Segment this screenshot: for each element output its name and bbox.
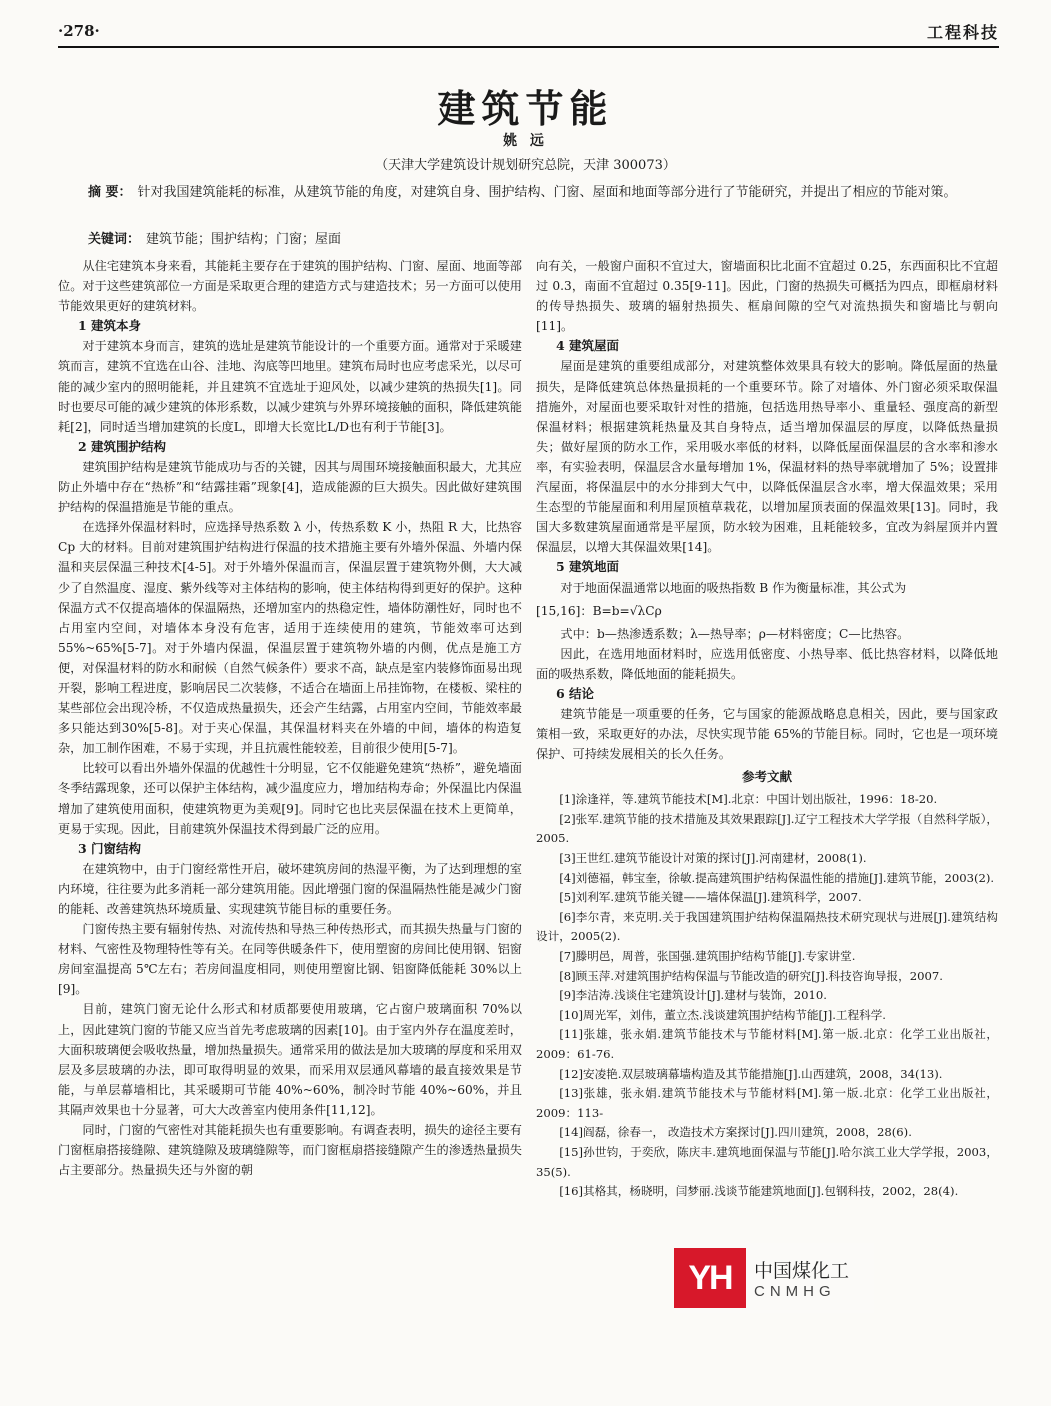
reference-item: [4]刘德福，韩宝奎，徐敏.提高建筑围护结构保温性能的措施[J].建筑节能，2003(2). <box>559 870 995 885</box>
intro-paragraph: 从住宅建筑本身来看，其能耗主要存在于建筑的围护结构、门窗、屋面、地面等部位。对于这些建筑部位一方面是采取更合理的建造方式与建造技术；另一方面可以使用节能效果更好的建筑材料。 <box>58 259 522 314</box>
paragraph: 在建筑物中，由于门窗经常性开启，破坏建筑房间的热湿平衡，为了达到理想的室内环境，往往要为此多消耗一部分建筑用能。因此增强门窗的保温隔热性能是减少门窗的能耗、改善建筑热环境质量、实现建筑节能目标的重要任务。 <box>58 861 522 916</box>
watermark-logo <box>674 1243 874 1313</box>
paragraph: 建筑围护结构是建筑节能成功与否的关键，因其与周围环境接触面积最大，尤其应防止外墙中存在“热桥”和“结露挂霜”现象[4]，造成能源的巨大损失。因此做好建筑围护结构的保温措施是节能的重点。 <box>58 459 522 515</box>
reference-item: [14]阎磊，徐春一， 改造技术方案探讨[J].四川建筑，2008，28(6). <box>559 1125 912 1140</box>
reference-item: [5]刘利军.建筑节能关键——墙体保温[J].建筑科学，2007. <box>559 890 862 905</box>
author: 姚 远 <box>503 133 548 149</box>
reference-item: [2]张军.建筑节能的技术措施及其效果跟踪[J].辽宁工程技术大学学报（自然科学版），2005. <box>536 811 998 846</box>
reference-item: [7]滕明邑，周普，张国强.建筑围护结构节能[J].专家讲堂. <box>559 949 856 963</box>
paragraph: 向有关，一般窗户面积不宜过大，窗墙面积比北面不宜超过 0.25，东西面积比不宜超过 0.3，南面不宜超过 0.35[9-11]。因此，门窗的热损失可概括为四点，即框扇材料的传导热损失、玻璃的辐射热损失、框扇间隙的空气对流热损失和窗墙比与朝向[11]。 <box>536 259 998 334</box>
paragraph: 因此，在选用地面材料时，应选用低密度、小热导率、低比热容材料，以降低地面的吸热系数，降低地面的能耗损失。 <box>536 646 998 681</box>
abstract-label: 摘 要： <box>88 185 132 200</box>
paragraph: 对于地面保温通常以地面的吸热指数 B 作为衡量标准，其公式为 <box>560 580 907 595</box>
reference-item: [15]孙世钧，于奕欣，陈庆丰.建筑地面保温与节能[J].哈尔滨工业大学学报，2003，35(5). <box>536 1144 998 1179</box>
paragraph: 在选择外保温材料时，应选择导热系数 λ 小，传热系数 K 小，热阻 R 大，比热容 Cp 大的材料。目前对建筑围护结构进行保温的技术措施主要有外墙外保温、外墙内保温和夹层保温三种技术[4-5]。对于外墙外保温而言，保温层置于建筑物外侧，大大减少了自然温度、湿度、紫外线等对主体结构的影响，使主体结构得到更好的保护。这种保温方式不仅提高墙体的保温隔热，还增加室内的热稳定性，墙体防潮性好，同时也不占用室内空间，对墙体本身没有危害，适用于连续使用的建筑，节能效率可达到55%~65%[5-7]。对于外墙内保温，保温层置于建筑物外墙的内侧，优点是施工方便，对保温材料的防水和耐候（自然气候条件）要求不高，缺点是室内装修饰面易出现开裂，影响工程进度，影响居民二次装修，不适合在墙面上吊挂饰物，在楼板、梁柱的某些部位会出现冷桥，不仅造成热量损失，还会产生结露，占用室内空间，节能效率最多只能达到30%[5-8]。对于夹心保温，其保温材料夹在外墙的中间，墙体的构造复杂，加工制作困难，不易于实现，并且抗震性能较差，目前很少使用[5-7]。 <box>58 520 522 756</box>
paragraph: 目前，建筑门窗无论什么形式和材质都要使用玻璃，它占窗户玻璃面积 70%以上，因此建筑门窗的节能又应当首先考虑玻璃的因素[10]。由于室内外存在温度差时，大面积玻璃便会吸收热量，增加热量损失。通常采用的做法是加大玻璃的厚度和采用双层及多层玻璃的办法，即可取得明显的效果，而采用双层通风幕墙的最直接效果是节能，与单层幕墙相比，其采暖期可节能 40%~60%，制冷时节能 40%~60%，并且其隔声效果也十分显著，可大大改善室内使用条件[11,12]。 <box>58 1002 522 1117</box>
section-heading: 6 结论 <box>556 685 595 701</box>
abstract-text: 针对我国建筑能耗的标准，从建筑节能的角度，对建筑自身、围护结构、门窗、屋面和地面等部分进行了节能研究，并提出了相应的节能对策。 <box>137 185 957 200</box>
reference-item: [13]张雄，张永娟.建筑节能技术与节能材料[M].第一版.北京：化学工业出版社，2009：113- <box>536 1086 998 1120</box>
paragraph: 式中：b—热渗透系数；λ—热导率；ρ—材料密度；C—比热容。 <box>560 626 910 641</box>
abstract <box>58 182 999 204</box>
keywords <box>88 228 999 247</box>
reference-item: [3]王世红.建筑节能设计对策的探讨[J].河南建材，2008(1). <box>559 851 867 866</box>
reference-item: [8]顾玉萍.对建筑围护结构保温与节能改造的研究[J].科技咨询导报，2007. <box>559 968 943 983</box>
paragraph: 门窗传热主要有辐射传热、对流传热和导热三种传热形式，而其损失热量与门窗的材料、气密性及物理特性等有关。在同等供暖条件下，使用塑窗的房间比使用钢、铝窗房间室温提高 5℃左右；若房间温度相同，则使用塑窗比钢、铝窗降低能耗 30%以上[9]。 <box>58 922 522 997</box>
watermark-mark: YH <box>674 1248 746 1308</box>
paragraph: 对于建筑本身而言，建筑的选址是建筑节能设计的一个重要方面。通常对于采暖建筑而言，建筑不宜选在山谷、洼地、沟底等凹地里。建筑布局时也应考虑采光，以尽可能的减少室内的照明能耗，并且建筑不宜选址于迎风处，以减少建筑的热损失[1]。同时也要尽可能的减少建筑的体形系数，以减少建筑与外界环境接触的面积，降低建筑能耗[2]，同时适当增加建筑的长度L，即增大长宽比L/D也有利于节能[3]。 <box>58 339 522 434</box>
header-rule <box>58 46 999 48</box>
reference-item: [11]张雄，张永娟.建筑节能技术与节能材料[M].第一版.北京：化学工业出版社，2009：61-76. <box>536 1027 998 1061</box>
section-heading: 3 门窗结构 <box>78 840 142 856</box>
reference-item: [1]涂逢祥，等.建筑节能技术[M].北京：中国计划出版社，1996：18-20. <box>559 792 938 807</box>
paragraph: 同时，门窗的气密性对其能耗损失也有重要影响。有调查表明，损失的途径主要有门窗框扇搭接缝隙、建筑缝隙及玻璃缝隙等，而门窗框扇搭接缝隙产生的渗透热量损失占主要部分。热量损失还与外窗的朝 <box>58 1123 522 1178</box>
watermark-text <box>754 1256 849 1300</box>
references-list <box>536 790 998 1201</box>
watermark-name-en: CNMHG <box>754 1283 836 1300</box>
page-number: ·278· <box>58 22 100 40</box>
article-title: 建筑节能 <box>437 86 614 131</box>
keywords-label: 关键词： <box>88 232 141 247</box>
left-column <box>58 256 522 1180</box>
paragraph: 比较可以看出外墙外保温的优越性十分明显，它不仅能避免建筑“热桥”，避免墙面冬季结露现象，还可以保护主体结构，减少温度应力，增加结构寿命；外保温比内保温增加了建筑使用面积，使建筑物更为美观[9]。同时它也比夹层保温在技术上更简单，更易于实现。因此，目前建筑外保温技术得到最广泛的应用。 <box>58 761 522 836</box>
right-column <box>536 256 998 1202</box>
affiliation: （天津大学建筑设计规划研究总院，天津 300073） <box>375 158 676 173</box>
section-heading: 2 建筑围护结构 <box>78 438 167 454</box>
keywords-text: 建筑节能；围护结构；门窗；屋面 <box>146 232 342 247</box>
watermark-name-cn: 中国煤化工 <box>754 1261 850 1282</box>
section-heading: 1 建筑本身 <box>78 318 142 334</box>
paragraph: 建筑节能是一项重要的任务，它与国家的能源战略息息相关，因此，要与国家政策相一致，采取更好的办法，尽快实现节能 65%的节能目标。同时，它也是一项环境保护、可持续发展相关的长久任务。 <box>536 706 998 762</box>
section-heading: 4 建筑屋面 <box>556 338 620 354</box>
reference-item: [12]安凌艳.双层玻璃幕墙构造及其节能措施[J].山西建筑，2008，34(13). <box>559 1066 943 1081</box>
reference-item: [6]李尔青，来克明.关于我国建筑围护结构保温隔热技术研究现状与进展[J].建筑结构设计，2005(2). <box>536 909 998 944</box>
formula: [15,16]：B=b=√λCρ <box>536 603 662 618</box>
references-title: 参考文献 <box>741 769 792 785</box>
reference-item: [9]李洁涛.浅谈住宅建筑设计[J].建材与装饰，2010. <box>559 988 827 1003</box>
reference-item: [10]周光军，刘伟，董立杰.浅谈建筑围护结构节能[J].工程科学. <box>559 1007 886 1022</box>
reference-item: [16]其格其，杨晓明，闫梦丽.浅谈节能建筑地面[J].包钢科技，2002，28(4). <box>559 1184 959 1199</box>
journal-name: 工程科技 <box>926 23 999 42</box>
paragraph: 屋面是建筑的重要组成部分，对建筑整体效果具有较大的影响。降低屋面的热量损失，是降低建筑总体热量损耗的一个重要环节。除了对墙体、外门窗必须采取保温措施外，对屋面也要采取针对性的措施，包括选用热导率小、重量轻、强度高的新型保温材料；根据建筑耗热量及其自身特点，适当增加保温层的厚度，以降低热量损失；做好屋顶的防水工作，采用吸水率低的材料，以降低屋面保温层的含水率和渗水率，有实验表明，保温层含水量每增加 1%，保温材料的热导率就增加了 5%；设置排汽屋面，将保温层中的水分排到大气中，以降低保温层含水率，增大保温效果；采用生态型的节能屋面和利用屋顶植草栽花，以增加屋顶表面的保温效果[13]。同时，我国大多数建筑屋面通常是平屋顶，防水较为困难，且耗能较多，宜改为斜屋顶并内置保温层，以增大其保温效果[14]。 <box>536 359 998 555</box>
section-heading: 5 建筑地面 <box>556 559 620 575</box>
